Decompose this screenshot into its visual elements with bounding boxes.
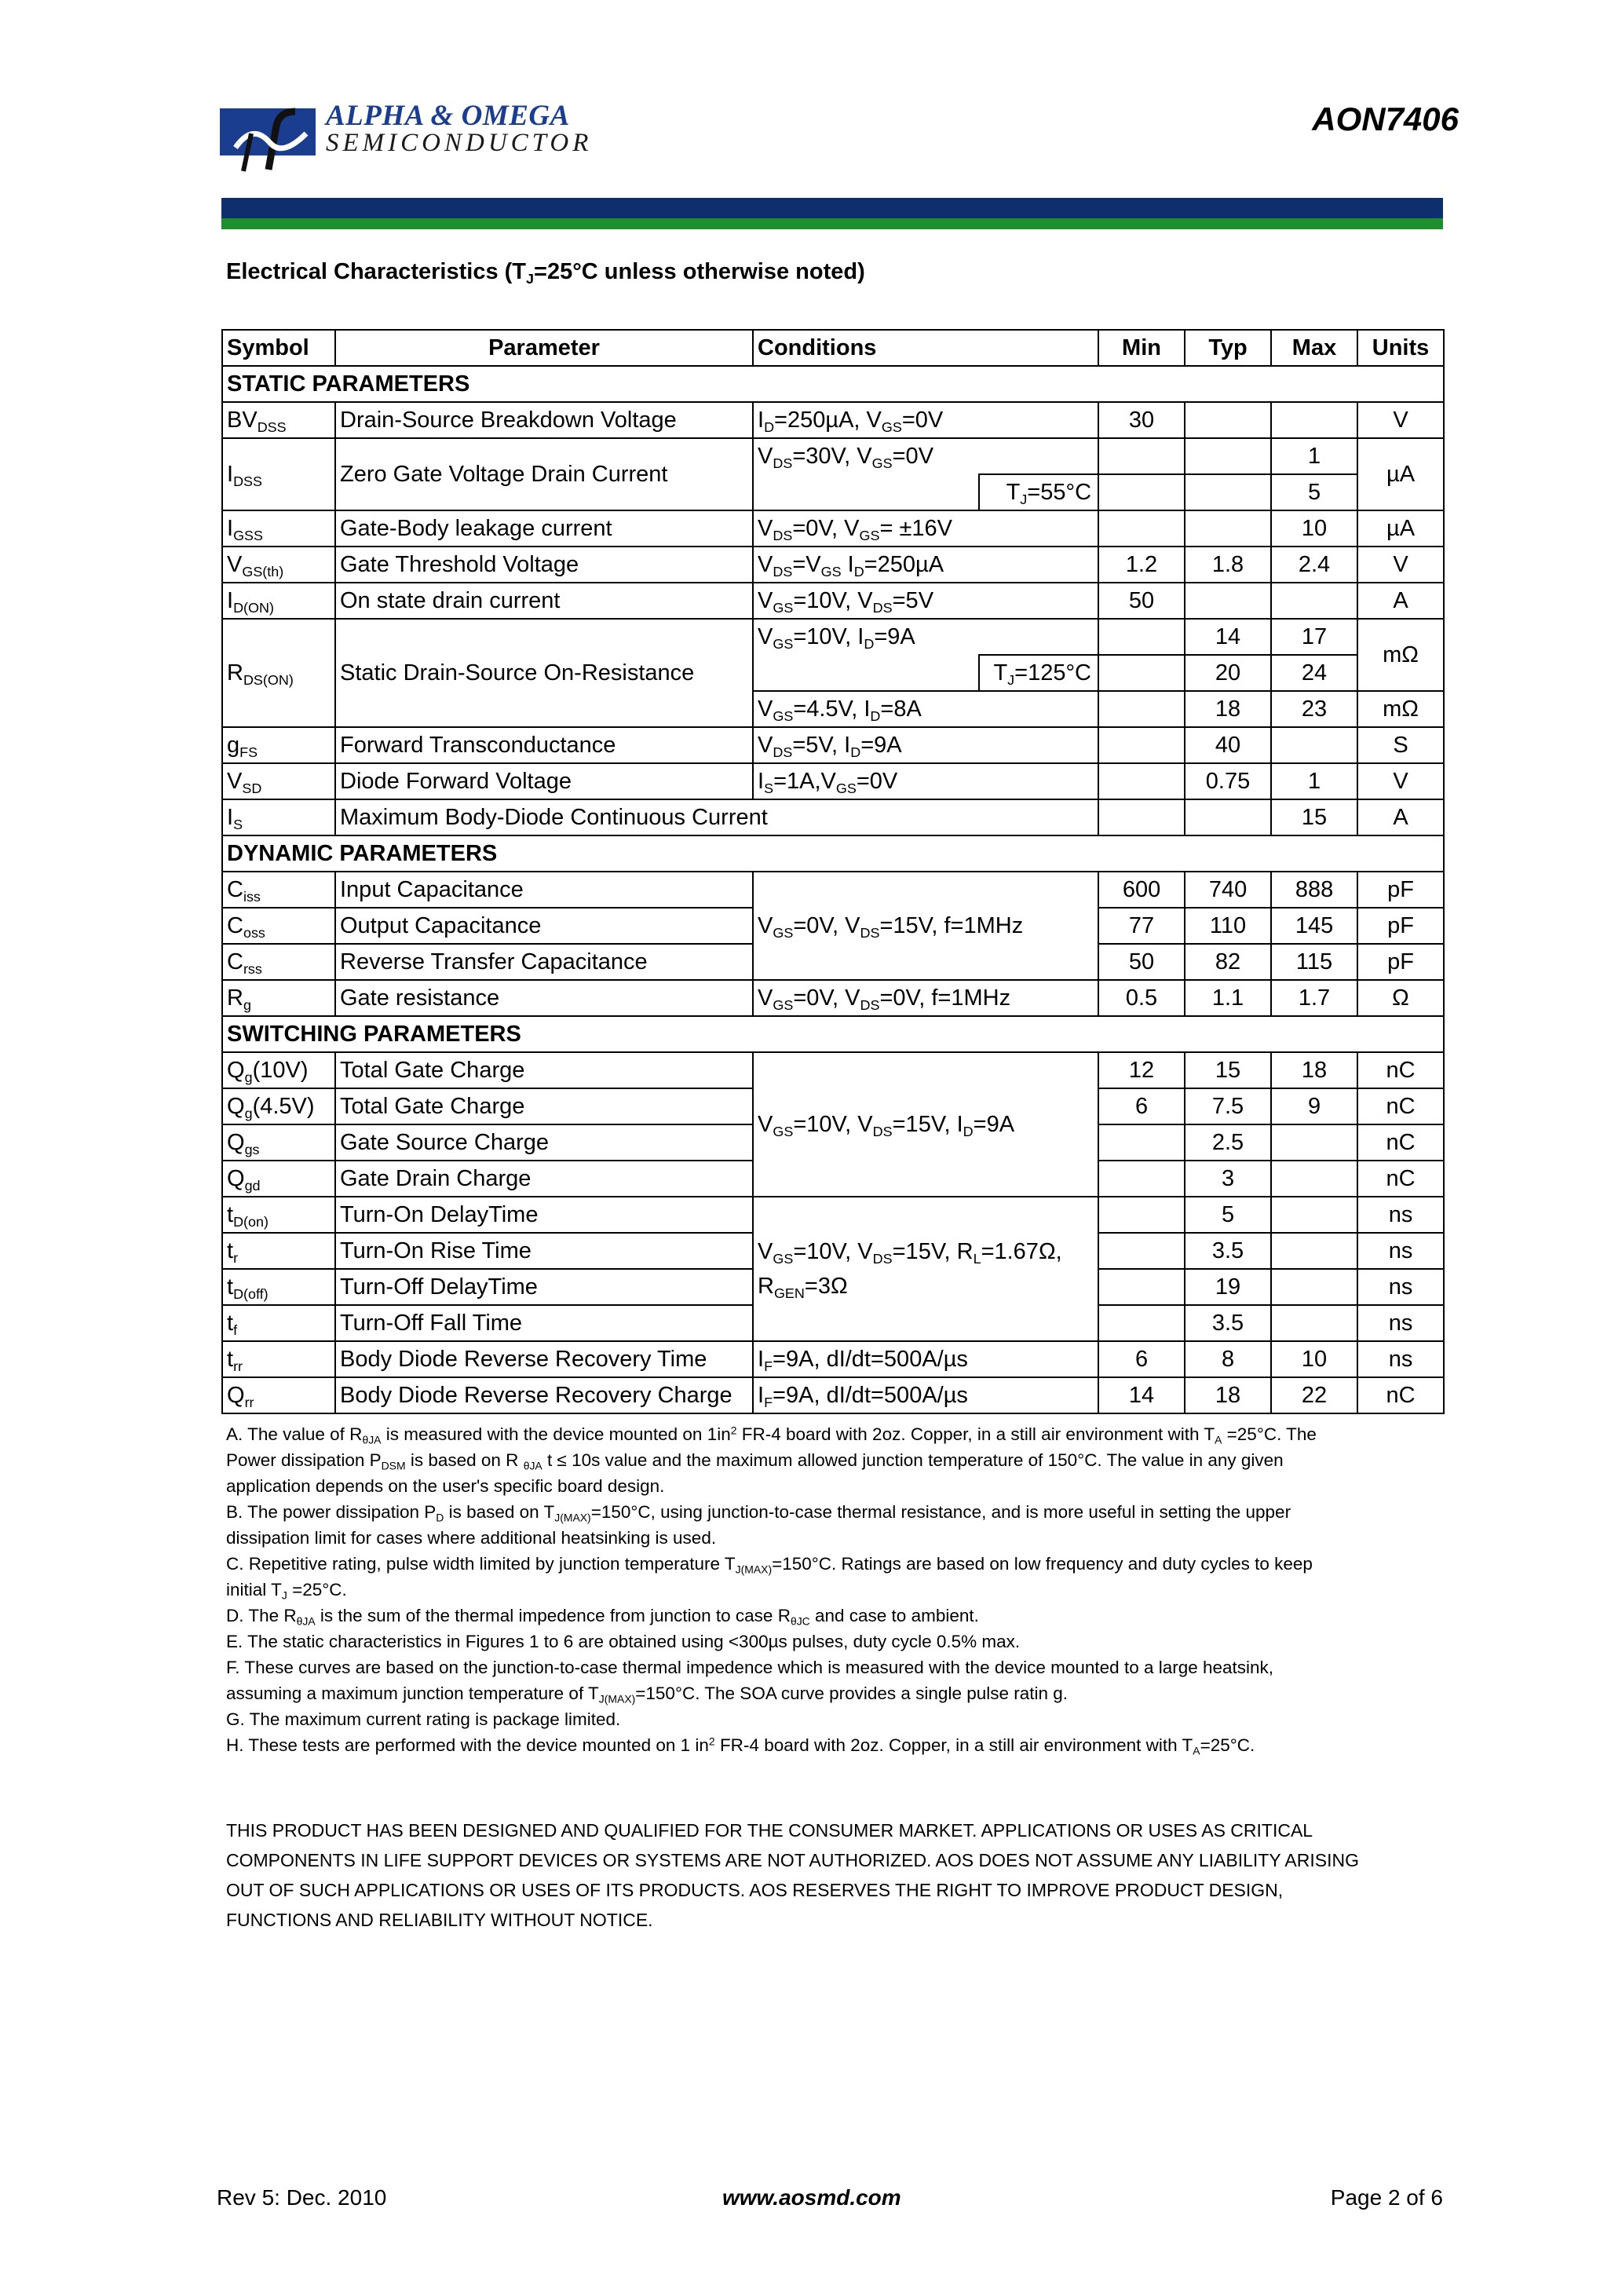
table-row: $C_{oss}$ Output Capacitance 77 110 145 pF bbox=[222, 908, 1444, 944]
footnote-line: A. The value of $R_{\theta JA}$ is measured with the device mounted on $1in^2$ FR-4 board with 2oz. Copper, in a still air environment with $T_A =25^\circ C$. The bbox=[226, 1424, 1317, 1446]
table-row: $BV_{DSS}$ Drain-Source Breakdown Voltage $I_D=250\mu A$, $V_{GS}=0V$ 30 V bbox=[222, 402, 1444, 438]
section-row: STATIC PARAMETERS bbox=[222, 366, 1444, 402]
footnote-line: B. The power dissipation $P_D$ is based on $T_{J(MAX)}=150^\circ C$, using junction-to-case thermal resistance, and is more useful in setting the upper bbox=[226, 1502, 1291, 1524]
header-units: Units bbox=[1357, 330, 1444, 366]
header-min: Min bbox=[1098, 330, 1185, 366]
footnote-line: F. These curves are based on the junction-to-case thermal impedence which is measured with the device mounted to a large heatsink, bbox=[226, 1658, 1274, 1677]
table-row: $C_{rss}$ Reverse Transfer Capacitance 50 82 115 pF bbox=[222, 944, 1444, 980]
header-band-green bbox=[221, 218, 1443, 229]
table-row: $t_f$ Turn-Off Fall Time 3.5 ns bbox=[222, 1305, 1444, 1341]
company-subtitle: SEMICONDUCTOR bbox=[326, 129, 593, 157]
table-row: $V_{SD}$ Diode Forward Voltage $I_S=1A,V_{GS}=0V$ 0.75 1 V bbox=[222, 763, 1444, 799]
table-row: $Q_{gs}$ Gate Source Charge 2.5 nC bbox=[222, 1124, 1444, 1161]
header-parameter: Parameter bbox=[335, 330, 753, 366]
disclaimer-line: OUT OF SUCH APPLICATIONS OR USES OF ITS PRODUCTS. AOS RESERVES THE RIGHT TO IMPROVE PRODUCT DESIGN, bbox=[226, 1880, 1284, 1900]
disclaimer-line: FUNCTIONS AND RELIABILITY WITHOUT NOTICE. bbox=[226, 1910, 653, 1930]
page-number: Page 2 of 6 bbox=[1330, 2185, 1443, 2210]
footnote-line: initial $T_J =25^\circ C$. bbox=[226, 1580, 347, 1602]
footnote-line: dissipation limit for cases where additional heatsinking is used. bbox=[226, 1528, 717, 1548]
table-row: $T_J=125^\circ C$ 20 24 bbox=[222, 655, 1444, 691]
table-row: $R_{DS(ON)}$ Static Drain-Source On-Resistance $V_{GS}=10V$, $I_D=9A$ 14 17 mΩ bbox=[222, 619, 1444, 655]
table-row: $t_{D(on)}$ Turn-On DelayTime $V_{GS}=10V$, $V_{DS}=15V$, $R_L=1.67\Omega$, $R_{GEN}=3\Omega$ 5 ns bbox=[222, 1197, 1444, 1233]
footnote-line: E. The static characteristics in Figures 1 to 6 are obtained using <300µs pulses, duty cycle 0.5% max. bbox=[226, 1632, 1021, 1651]
table-row: $Q_g(4.5V)$ Total Gate Charge 6 7.5 9 nC bbox=[222, 1088, 1444, 1124]
header-band-blue bbox=[221, 198, 1443, 218]
header-max: Max bbox=[1271, 330, 1357, 366]
footnote-line: H. These tests are performed with the device mounted on 1 $in^2$ FR-4 board with 2oz. Copper, in a still air environment with $T_A=25^\circ C$. bbox=[226, 1735, 1255, 1757]
footnote-line: application depends on the user's specific board design. bbox=[226, 1476, 665, 1496]
website-link[interactable]: www.aosmd.com bbox=[722, 2185, 901, 2210]
company-name: ALPHA & OMEGA bbox=[326, 100, 570, 132]
table-row: $T_J=55^\circ C$ 5 bbox=[222, 474, 1444, 510]
table-row: $g_{FS}$ Forward Transconductance $V_{DS}=5V$, $I_D=9A$ 40 S bbox=[222, 727, 1444, 763]
table-row: $t_r$ Turn-On Rise Time 3.5 ns bbox=[222, 1233, 1444, 1269]
table-header-row bbox=[222, 330, 1444, 366]
table-row: $Q_{gd}$ Gate Drain Charge 3 nC bbox=[222, 1161, 1444, 1197]
footnote-line: D. The $R_{\theta JA}$ is the sum of the thermal impedence from junction to case $R_{\theta JC}$ and case to ambient. bbox=[226, 1606, 979, 1628]
header-conditions: Conditions bbox=[753, 330, 1098, 366]
table-row: $I_{D(ON)}$ On state drain current $V_{GS}=10V$, $V_{DS}=5V$ 50 A bbox=[222, 583, 1444, 619]
section-row: DYNAMIC PARAMETERS bbox=[222, 835, 1444, 872]
header-symbol: Symbol bbox=[222, 330, 335, 366]
table-row: $I_{DSS}$ Zero Gate Voltage Drain Current $V_{DS}=30V$, $V_{GS}=0V$ 1 µA bbox=[222, 438, 1444, 474]
disclaimer-line: THIS PRODUCT HAS BEEN DESIGNED AND QUALIFIED FOR THE CONSUMER MARKET. APPLICATIONS OR USES AS CRITICAL bbox=[226, 1820, 1313, 1841]
footnote-line: assuming a maximum junction temperature of $T_{J(MAX)}=150^\circ C$. The SOA curve provides a single pulse ratin g. bbox=[226, 1684, 1069, 1706]
table-row: $V_{GS(th)}$ Gate Threshold Voltage $V_{DS}=V_{GS}$ $I_D=250\mu A$ 1.2 1.8 2.4 V bbox=[222, 547, 1444, 583]
header-band bbox=[221, 198, 1443, 229]
table-row: $Q_{rr}$ Body Diode Reverse Recovery Charge $I_F=9A$, dI/dt=500A/µs 14 18 22 nC bbox=[222, 1377, 1444, 1413]
revision-label: Rev 5: Dec. 2010 bbox=[217, 2185, 387, 2210]
table-row: $V_{GS}=4.5V$, $I_D=8A$ 18 23 mΩ bbox=[222, 691, 1444, 727]
table-row: $t_{rr}$ Body Diode Reverse Recovery Time $I_F=9A$, dI/dt=500A/µs 6 8 10 ns bbox=[222, 1341, 1444, 1377]
disclaimer-line: COMPONENTS IN LIFE SUPPORT DEVICES OR SYSTEMS ARE NOT AUTHORIZED. AOS DOES NOT ASSUME ANY LIABILITY ARISING bbox=[226, 1850, 1359, 1870]
footnotes bbox=[226, 1421, 1451, 1758]
table-row: $C_{iss}$ Input Capacitance $V_{GS}=0V$, $V_{DS}=15V$, f=1MHz 600 740 888 pF bbox=[222, 872, 1444, 908]
part-number: AON7406 bbox=[1312, 101, 1459, 137]
table-row: $R_g$ Gate resistance $V_{GS}=0V$, $V_{DS}=0V$, f=1MHz 0.5 1.1 1.7 Ω bbox=[222, 980, 1444, 1016]
company-logo bbox=[220, 99, 612, 177]
table-row: $Q_g(10V)$ Total Gate Charge $V_{GS}=10V$, $V_{DS}=15V$, $I_D=9A$ 12 15 18 nC bbox=[222, 1052, 1444, 1088]
header-typ: Typ bbox=[1185, 330, 1271, 366]
section-row: SWITCHING PARAMETERS bbox=[222, 1016, 1444, 1052]
aos-logo-icon bbox=[220, 102, 316, 173]
table-row: $I_S$ Maximum Body-Diode Continuous Current 15 A bbox=[222, 799, 1444, 835]
table-row: $I_{GSS}$ Gate-Body leakage current $V_{DS}=0V$, $V_{GS}= \pm 16V$ 10 µA bbox=[222, 510, 1444, 547]
electrical-characteristics-table bbox=[221, 329, 1443, 1414]
switching-conditions: $V_{GS}=10V$, $V_{DS}=15V$, $R_L=1.67\Omega$, $R_{GEN}=3\Omega$ bbox=[753, 1197, 1098, 1341]
section-title: Electrical Characteristics ($T_J=25^\circ C$ unless otherwise noted) bbox=[226, 259, 865, 287]
table-row: $t_{D(off)}$ Turn-Off DelayTime 19 ns bbox=[222, 1269, 1444, 1305]
footnote-line: C. Repetitive rating, pulse width limited by junction temperature $T_{J(MAX)}=150^\circ C$. Ratings are based on low frequency and duty cycles to keep bbox=[226, 1554, 1313, 1576]
footnote-line: G. The maximum current rating is package limited. bbox=[226, 1709, 621, 1729]
footnote-line: Power dissipation $P_{DSM}$ is based on R $_{\theta JA}$ t ≤ 10s value and the maximum allowed junction temperature of 150°C. The value in any given bbox=[226, 1450, 1284, 1472]
disclaimer bbox=[226, 1815, 1451, 1935]
